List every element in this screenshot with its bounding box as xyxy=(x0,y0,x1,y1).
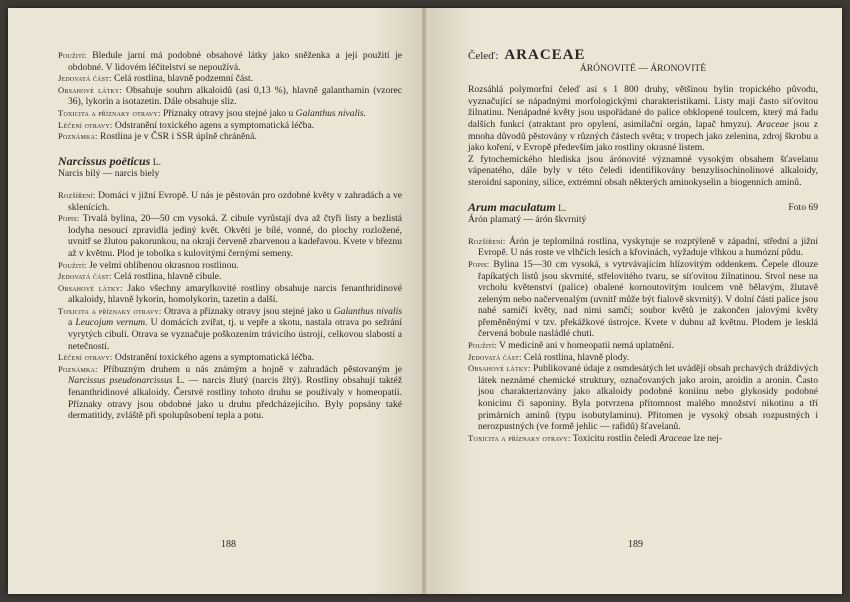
species-jedovata: Jedovatá část: Celá rostlina, hlavně cibule. xyxy=(58,271,222,283)
intro-jedovata: Jedovatá část: Celá rostlina, hlavně podzemní část. xyxy=(58,73,254,85)
species-heading-arum: Foto 69 Arum maculatum L. xyxy=(468,199,818,214)
family-description: Rozsáhlá polymorfní čeleď asi s 1 800 druhy, většinou bylin tropického původu, vyznačující se nápadnými morfologickými charakteristikami. Listy mají často síťovitou žilnatinu. Nenápadné květy jsou uspořádané do palice obklopené toulcem, který má řadu dalších funkcí (atraktant pro opylení, asimilační orgán, lapač hmyzu). Araceae jsou z mnoha důvodů pěstovány v různých částech světa; v tropech jako zelenina, zdroj škrobu a jako koření, v Evropě především jako rostliny okrasné listem. xyxy=(468,84,819,154)
species-common-name-arum: Árón plamatý — árón škvrnitý xyxy=(468,214,587,226)
arum-popis: Popis: Bylina 15—30 cm vysoká, s vytrvávajícím hlízovitým oddenkem. Čepele dlouze řapíkatých listů jsou skvrnité, střelovitého tvaru, se síťovitou žilnatinou. Stvol nese na vrcholu květenství (palice) obalené kornoutovitým toulcem vně bělavým, žlutavě zeleným nebo načervenalým (uvnitř může být fialově skvrnitý). V dolní části palice jsou nahé samičí květy, nad nimi samčí; soubor květů je zakončen jalovými květy přeměněnými v tzv. překážkové ústrojce. Kvete v dubnu až květnu. Plodem je lesklá červená bobule nasládlé chuti. xyxy=(468,258,818,340)
family-chemistry: Z fytochemického hlediska jsou árónovité významné vysokým obsahem šťavelanu vápenatého, dále byly v této čeledi identifikovány benzylisochinolinové alkaloidy, steroidní saponiny, silice, extrémní obsah některých aminokyselin a biogenních aminů. xyxy=(468,153,818,188)
book-spread xyxy=(8,8,842,594)
right-page xyxy=(426,8,842,594)
page-number-left: 188 xyxy=(221,539,236,550)
left-page xyxy=(8,8,424,594)
species-leceni: Léčení otravy: Odstranění toxického agens a symptomatická léčba. xyxy=(58,352,315,364)
page-number-right: 189 xyxy=(628,539,643,550)
arum-rozsireni: Rozšíření: Árón je teplomilná rostlina, vyskytuje se rozptýleně v západní, střední a jižní Evropě. U nás roste ve vlhčích lesích a křovinách, vyžaduje vlhkou a humózní půdu. xyxy=(468,235,818,259)
species-obsahove: Obsahové látky: Jako všechny amarylkovité rostliny obsahuje narcis fenanthridinové alkaloidy, hlavně lykorin, homolykorin, tazetin a další. xyxy=(58,282,402,306)
family-heading: Čeleď: ARACEAE xyxy=(468,47,586,63)
intro-poznamka: Poznámka: Rostlina je v ČSR i SSR úplně chráněná. xyxy=(58,131,257,143)
species-rozsireni: Rozšíření: Domácí v jižní Evropě. U nás je pěstován pro ozdobné květy v zahradách a ve sklenících. xyxy=(58,189,403,213)
arum-toxicita: Toxicita a příznaky otravy: Toxicitu rostlin čeledi Araceae lze nej- xyxy=(468,432,723,444)
intro-pouziti: Použití: Bledule jarní má podobné obsahové látky jako sněženka a její použití je obdobné. V lidovém léčitelství se nepoužívá. xyxy=(58,50,402,73)
photo-reference: Foto 69 xyxy=(788,201,818,213)
species-pouziti: Použití: Je velmi oblíbenou okrasnou rostlinou. xyxy=(58,259,239,271)
arum-pouziti: Použití: V medicíně ani v homeopatii nemá uplatnění. xyxy=(468,340,674,352)
intro-obsahove: Obsahové látky: Obsahuje souhrn alkaloidů (asi 0,13 %), hlavně galanthamin (vzorec 36), lykorin a isotazetin. Dále obsahuje sliz. xyxy=(58,84,402,108)
intro-toxicita: Toxicita a příznaky otravy: Příznaky otravy jsou stejné jako u Galanthus nivalis. xyxy=(58,107,367,119)
species-poznamka: Poznámka: Příbuzným druhem u nás známým a hojně v zahradách pěstovaným je Narcissus pseudonarcissus L. — narcis žlutý (narcis žltý). Rostliny obsahují taktéž fenanthridinové alkaloidy. Čerstvé rostliny tohoto druhu se používaly v homeopatii. Příznaky otravy jsou obdobné jako u druhu předcházejícího. Byly popsány také dermatitidy, zvláště při spolupůsobení tepla a potu. xyxy=(58,363,402,422)
intro-leceni: Léčení otravy: Odstranění toxického agens a symptomatická léčba. xyxy=(58,119,315,131)
species-heading: Narcissus poëticus L. xyxy=(58,153,162,168)
left-column xyxy=(58,50,402,422)
arum-jedovata: Jedovatá část: Celá rostlina, hlavně plody. xyxy=(468,351,630,363)
species-toxicita: Toxicita a příznaky otravy: Otrava a příznaky otravy jsou stejné jako u Galanthus nivalis a Leucojum vernum. U domácích zvířat, tj. u vepře a skotu, nastala otrava po sežrání vyrytých cibulí. Otrava se vyznačuje poškozením trávicího ústrojí, celkovou slabostí a netečností. xyxy=(58,305,403,352)
arum-obsahove: Obsahové látky: Publikované údaje z osmdesátých let uvádějí obsah prchavých dráždivých látek neznámé chemické struktury, označovaných jako aroin, aroidin a aronin. Často jsou charakterizovány jako alkaloidy podobné koniinu nebo glykosidy podobné konicinu či saponiny. Byla potvrzena přítomnost malého množství nikotinu a tří primárních aminů (typu isobutylaminu). Přitomen je vysoký obsah rozpustných i nerozpustných (ve formě jehlic — rafidů) šťavelanů. xyxy=(468,363,818,433)
right-column xyxy=(468,47,819,444)
species-popis: Popis: Trvalá bylina, 20—50 cm vysoká. Z cibule vyrůstají dva až čtyři listy a bezlistá lodyha nesoucí zpravidla jediný květ. Okvětí je bílé, vonné, do plochy rozložené, uvnitř se žlutou pakorunkou, na okraji červeně zbarvenou a kadeřavou. Kvete v březnu až v květnu. Plod je tobolka s kulovitými černými semeny. xyxy=(58,213,402,259)
family-common-name: ÁRÓNOVITÉ — ÁRONOVITÉ xyxy=(579,62,707,74)
species-common-name: Narcis bílý — narcis biely xyxy=(58,168,160,180)
